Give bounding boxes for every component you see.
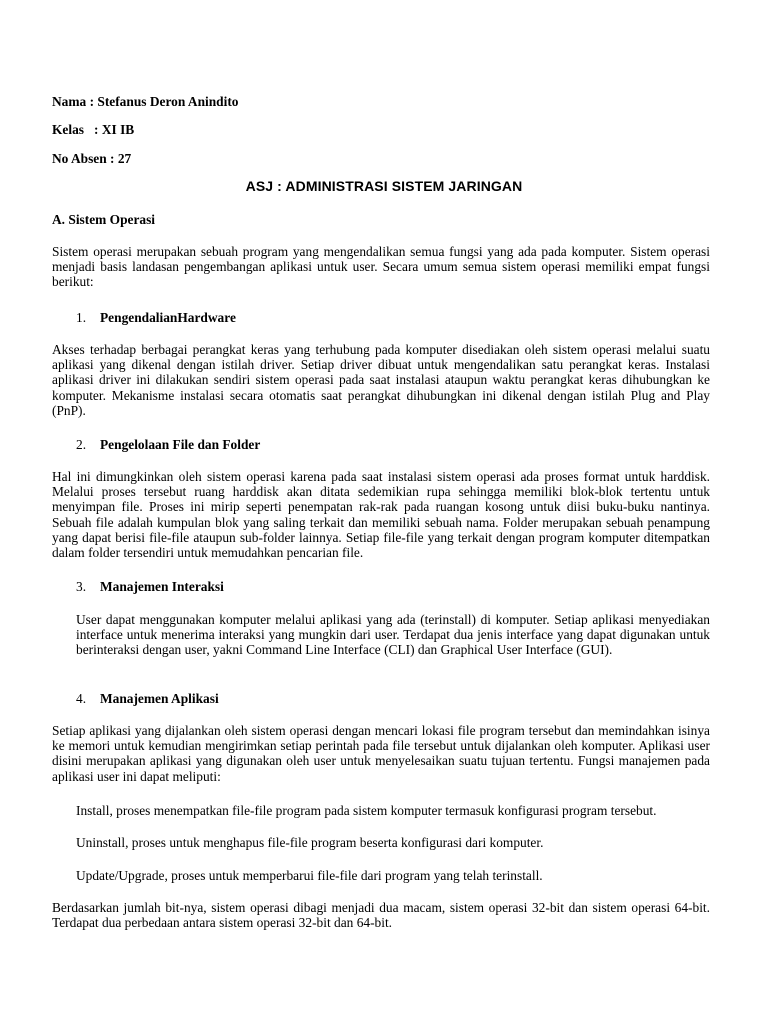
item-2-body: Hal ini dimungkinkan oleh sistem operasi karena pada saat instalasi sistem operasi ada proses format untuk harddisk. Melalui proses tersebut ruang harddisk akan ditata sedemikian rupa sehingga memiliki blok-blok tertentu untuk menyimpan file. Proses ini mirip seperti penempatan rak-rak pada ruangan kosong untuk diisi buku-buku nantinya. Sebuah file adalah kumpulan blok yang saling terkait dan memiliki sebuah nama. Folder merupakan sebuah penampung yang dapat berisi file-file ataupun sub-folder lainnya. Setiap file-file yang terkait dengan program komputer ditempatkan dalam folder tersendiri untuk memudahkan pencarian file. (52, 469, 710, 561)
item-1-title: PengendalianHardware (100, 310, 236, 325)
item-2-heading (76, 437, 260, 452)
item-3-title: Manajemen Interaksi (100, 579, 224, 594)
item-4-title: Manajemen Aplikasi (100, 691, 219, 706)
closing-paragraph: Berdasarkan jumlah bit-nya, sistem operasi dibagi menjadi dua macam, sistem operasi 32-bit dan sistem operasi 64-bit. Terdapat dua perbedaan antara sistem operasi 32-bit dan 64-bit. (52, 900, 710, 931)
item-2-title: Pengelolaan File dan Folder (100, 437, 261, 452)
item-1-heading (76, 310, 236, 325)
list-item-uninstall: Uninstall, proses untuk menghapus file-file program beserta konfigurasi dari komputer. (76, 835, 544, 850)
item-4-heading (76, 691, 219, 706)
student-name: Nama : Stefanus Deron Anindito (52, 94, 239, 109)
section-a-intro: Sistem operasi merupakan sebuah program yang mengendalikan semua fungsi yang ada pada komputer. Sistem operasi menjadi basis landasan pengembangan aplikasi untuk user. Secara umum semua sistem operasi memiliki empat fungsi berikut: (52, 244, 710, 290)
item-4-number: 4. (76, 691, 87, 706)
item-3-number: 3. (76, 579, 87, 594)
document-title: ASJ : ADMINISTRASI SISTEM JARINGAN (245, 178, 523, 194)
item-3-body: User dapat menggunakan komputer melalui aplikasi yang ada (terinstall) di komputer. Setiap aplikasi menyediakan interface untuk menerima interaksi yang mungkin dari user. Terdapat dua jenis interface yang dapat digunakan untuk berinteraksi dengan user, yakni Command Line Interface (CLI) dan Graphical User Interface (GUI). (76, 612, 710, 658)
section-a-heading: A. Sistem Operasi (52, 212, 156, 227)
item-3-heading (76, 579, 224, 594)
student-class: Kelas : XI IB (52, 122, 135, 137)
item-4-body: Setiap aplikasi yang dijalankan oleh sistem operasi dengan mencari lokasi file program tersebut dan memindahkan isinya ke memori untuk kemudian mengirimkan setiap perintah pada file tersebut untuk dijalankan oleh komputer. Aplikasi user disini merupakan aplikasi yang digunakan oleh user untuk menyelesaikan suatu tujuan tertentu. Fungsi manajemen pada aplikasi user ini dapat meliputi: (52, 723, 710, 784)
item-2-number: 2. (76, 437, 87, 452)
item-1-body: Akses terhadap berbagai perangkat keras yang terhubung pada komputer disediakan oleh sistem operasi melalui suatu aplikasi yang dikenal dengan istilah driver. Setiap driver dibuat untuk mengendalikan satu perangkat keras. Instalasi aplikasi driver ini dilakukan sendiri sistem operasi pada saat instalasi ataupun waktu perangkat keras dihubungkan ke komputer. Mekanisme instalasi secara otomatis saat perangkat dihubungkan ini dikenal dengan istilah Plug and Play (PnP). (52, 342, 710, 418)
item-1-number: 1. (76, 310, 87, 325)
student-absen: No Absen : 27 (52, 151, 132, 166)
list-item-update: Update/Upgrade, proses untuk memperbarui file-file dari program yang telah terinstall. (76, 868, 543, 883)
list-item-install: Install, proses menempatkan file-file program pada sistem komputer termasuk konfigurasi program tersebut. (76, 803, 657, 818)
